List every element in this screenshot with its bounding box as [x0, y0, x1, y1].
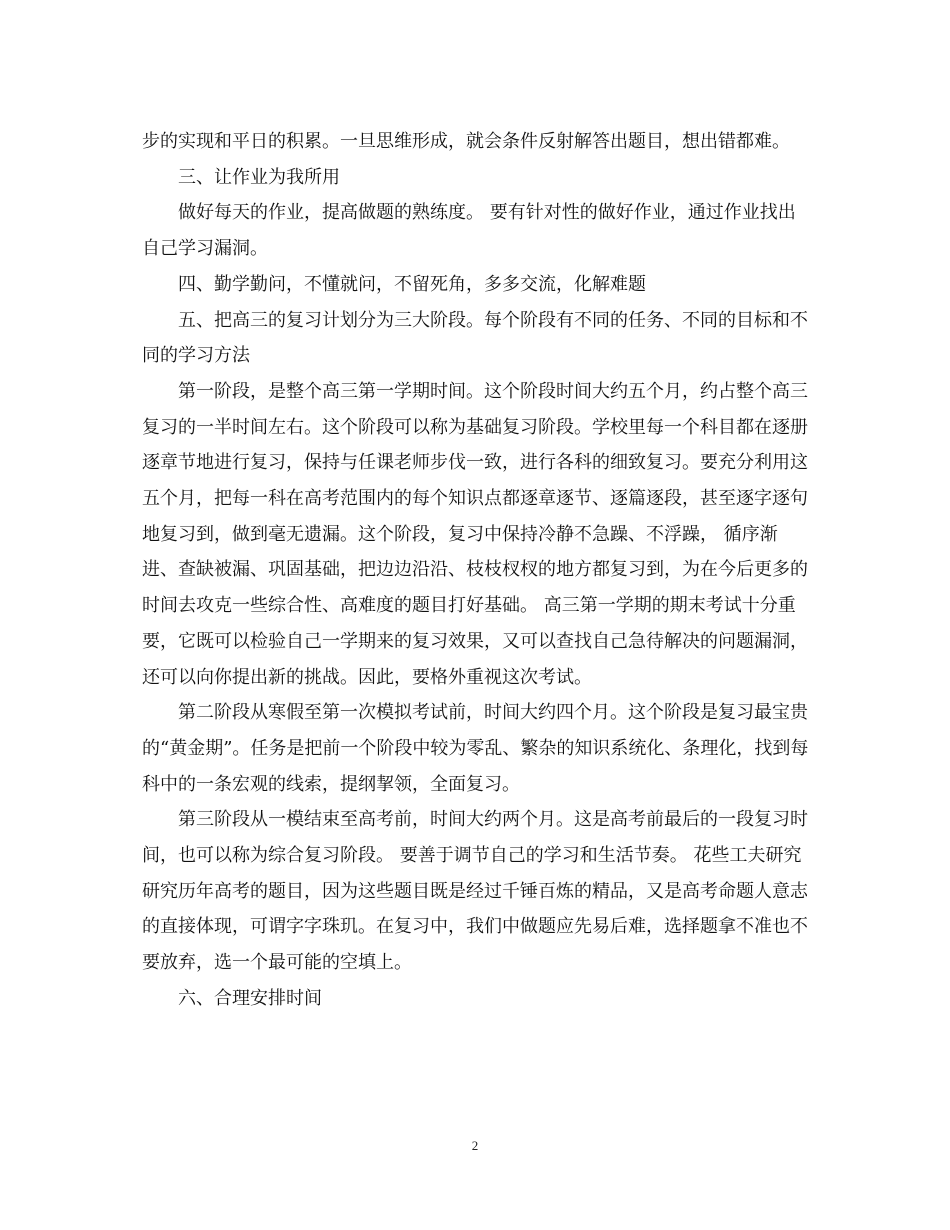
body-text	[142, 124, 810, 1017]
paragraph-stage-3: 第三阶段从一模结束至高考前，时间大约两个月。这是高考前最后的一段复习时间，也可以称为综合复习阶段。 要善于调节自己的学习和生活节奏。 花些工夫研究研究历年高考的题目，因为这些题目既是经过千锤百炼的精品，又是高考命题人意志的直接体现，可谓字字珠玑。在复习中，我们中做题应先易后难，选择题拿不准也不要放弃，选一个最可能的空填上。	[142, 809, 808, 974]
paragraph-homework: 做好每天的作业，提高做题的熟练度。 要有针对性的做好作业，通过作业找出自己学习漏洞。	[142, 202, 796, 260]
paragraph-continuation: 步的实现和平日的积累。一旦思维形成，就会条件反射解答出题目，想出错都难。	[142, 131, 790, 152]
heading-section-4: 四、勤学勤问，不懂就问，不留死角，多多交流，化解难题	[178, 273, 646, 295]
paragraph-stage-1: 第一阶段，是整个高三第一学期时间。这个阶段时间大约五个月，约占整个高三复习的一半时间左右。这个阶段可以称为基础复习阶段。学校里每一个科目都在逐册逐章节地进行复习，保持与任课老师步伐一致，进行各科的细致复习。要充分利用这五个月，把每一科在高考范围内的每个知识点都逐章逐节、逐篇逐段，甚至逐字逐句地复习到，做到毫无遗漏。这个阶段，复习中保持冷静不急躁、不浮躁， 循序渐进、查缺被漏、巩固基础，把边边沿沿、枝枝杈杈的地方都复习到，为在今后更多的时间去攻克一些综合性、高难度的题目打好基础。 高三第一学期的期末考试十分重要，它既可以检验自己一学期来的复习效果，又可以查找自己急待解决的问题漏洞，还可以向你提出新的挑战。因此，要格外重视这次考试。	[142, 380, 808, 688]
page-number: 2	[471, 1138, 479, 1153]
heading-section-6: 六、合理安排时间	[178, 987, 322, 1009]
heading-section-5: 五、把高三的复习计划分为三大阶段。每个阶段有不同的任务、不同的目标和不同的学习方法	[142, 309, 808, 367]
heading-section-3: 三、让作业为我所用	[178, 166, 340, 188]
paragraph-stage-2: 第二阶段从寒假至第一次模拟考试前，时间大约四个月。这个阶段是复习最宝贵的“黄金期”。任务是把前一个阶段中较为零乱、繁杂的知识系统化、条理化，找到每科中的一条宏观的线索，提纲挈领，全面复习。	[142, 702, 809, 795]
